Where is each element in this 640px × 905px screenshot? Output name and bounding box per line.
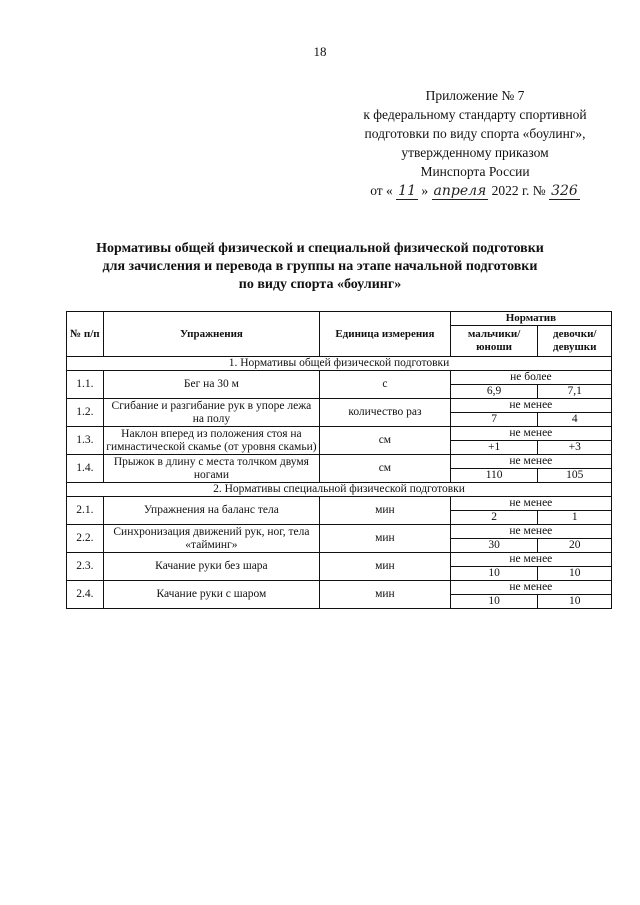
norm-condition: не менее xyxy=(450,553,611,567)
unit-cell: количество раз xyxy=(320,399,451,427)
table-row xyxy=(67,455,612,469)
table-row xyxy=(67,399,612,413)
year-suffix: 2022 г. № xyxy=(491,183,546,198)
table-row xyxy=(67,371,612,385)
girls-value: 10 xyxy=(538,595,612,609)
row-number: 2.2. xyxy=(67,525,104,553)
row-number: 2.1. xyxy=(67,497,104,525)
title-line-1: Нормативы общей физической и специальной физической подготовки xyxy=(96,241,544,256)
appendix-line-3: подготовки по виду спорта «боулинг», xyxy=(364,126,586,141)
header-norm: Норматив xyxy=(450,312,611,326)
appendix-block xyxy=(330,86,620,200)
girls-value: 20 xyxy=(538,539,612,553)
date-prefix: от « xyxy=(370,183,393,198)
boys-value: +1 xyxy=(450,441,538,455)
exercise-name: Качание руки с шаром xyxy=(103,581,319,609)
row-number: 2.4. xyxy=(67,581,104,609)
header-exercise: Упражнения xyxy=(103,312,319,357)
unit-cell: см xyxy=(320,427,451,455)
boys-value: 110 xyxy=(450,469,538,483)
page-number: 18 xyxy=(313,44,327,59)
table-row xyxy=(67,553,612,567)
title-line-3: по виду спорта «боулинг» xyxy=(238,277,402,292)
section-title: 2. Нормативы специальной физической подготовки xyxy=(67,483,612,497)
table-row xyxy=(67,497,612,511)
exercise-name: Синхронизация движений рук, ног, тела «тайминг» xyxy=(103,525,319,553)
boys-value: 2 xyxy=(450,511,538,525)
norm-condition: не менее xyxy=(450,581,611,595)
boys-value: 7 xyxy=(450,413,538,427)
appendix-line-2: к федеральному стандарту спортивной xyxy=(363,107,587,122)
unit-cell: мин xyxy=(320,553,451,581)
norm-condition: не менее xyxy=(450,455,611,469)
norm-condition: не более xyxy=(450,371,611,385)
row-number: 1.4. xyxy=(67,455,104,483)
norm-condition: не менее xyxy=(450,399,611,413)
norm-condition: не менее xyxy=(450,497,611,511)
row-number: 2.3. xyxy=(67,553,104,581)
girls-value: +3 xyxy=(538,441,612,455)
row-number: 1.1. xyxy=(67,371,104,399)
appendix-line-1: Приложение № 7 xyxy=(425,88,525,103)
unit-cell: мин xyxy=(320,581,451,609)
row-number: 1.2. xyxy=(67,399,104,427)
boys-value: 10 xyxy=(450,595,538,609)
section-row xyxy=(67,483,612,497)
boys-value: 30 xyxy=(450,539,538,553)
exercise-name: Качание руки без шара xyxy=(103,553,319,581)
header-num: № п/п xyxy=(67,312,104,357)
unit-cell: с xyxy=(320,371,451,399)
handwritten-order-number: 326 xyxy=(551,183,578,199)
row-number: 1.3. xyxy=(67,427,104,455)
document-title xyxy=(40,240,600,294)
title-line-2: для зачисления и перевода в группы на этапе начальной подготовки xyxy=(102,259,538,274)
norm-condition: не менее xyxy=(450,427,611,441)
exercise-name: Упражнения на баланс тела xyxy=(103,497,319,525)
unit-cell: см xyxy=(320,455,451,483)
order-date-line xyxy=(330,181,620,200)
date-mid: » xyxy=(421,183,429,198)
table-row xyxy=(67,581,612,595)
header-girls: девочки/ девушки xyxy=(538,326,612,357)
exercise-name: Сгибание и разгибание рук в упоре лежа на полу xyxy=(103,399,319,427)
girls-value: 4 xyxy=(538,413,612,427)
section-title: 1. Нормативы общей физической подготовки xyxy=(67,357,612,371)
girls-value: 7,1 xyxy=(538,385,612,399)
exercise-name: Прыжок в длину с места толчком двумя ногами xyxy=(103,455,319,483)
table-row xyxy=(67,427,612,441)
section-row xyxy=(67,357,612,371)
boys-value: 10 xyxy=(450,567,538,581)
girls-value: 10 xyxy=(538,567,612,581)
table-row xyxy=(67,525,612,539)
header-boys: мальчики/ юноши xyxy=(450,326,538,357)
appendix-line-4: утвержденному приказом xyxy=(401,145,549,160)
boys-value: 6,9 xyxy=(450,385,538,399)
unit-cell: мин xyxy=(320,525,451,553)
norms-table xyxy=(66,311,612,609)
header-unit: Единица измерения xyxy=(320,312,451,357)
exercise-name: Наклон вперед из положения стоя на гимнастической скамье (от уровня скамьи) xyxy=(103,427,319,455)
handwritten-month: апреля xyxy=(433,183,487,199)
exercise-name: Бег на 30 м xyxy=(103,371,319,399)
norm-condition: не менее xyxy=(450,525,611,539)
handwritten-day: 11 xyxy=(398,183,416,199)
appendix-line-5: Минспорта России xyxy=(420,164,530,179)
norms-table-body xyxy=(67,357,612,609)
girls-value: 1 xyxy=(538,511,612,525)
girls-value: 105 xyxy=(538,469,612,483)
unit-cell: мин xyxy=(320,497,451,525)
